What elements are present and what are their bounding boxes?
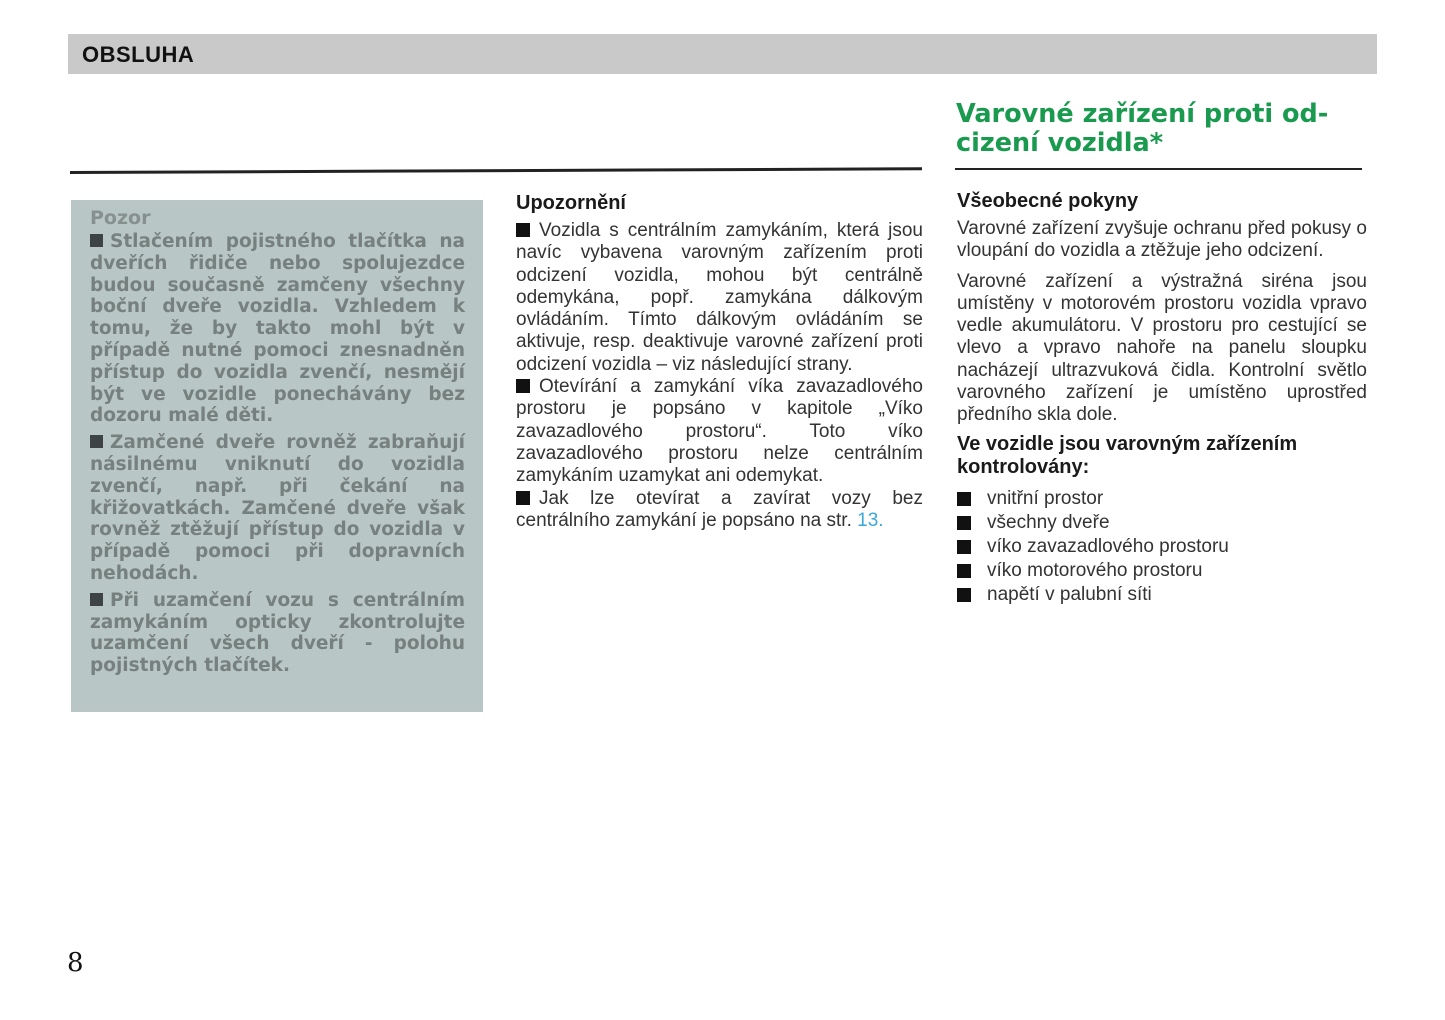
notice-text-2: Otevírání a zamykání víka zavazadlového prostoru je popsáno v kapitole „Víko zavazadlového prostoru“. Toto víko zavazadlového prostoru nelze centrálním zamykáním uzamykat ani odemykat. xyxy=(516,376,923,487)
monitored-list xyxy=(957,487,1367,607)
bullet-square-icon xyxy=(957,516,971,530)
monitored-heading: Ve vozidle jsou varovným zařízením kontrolovány: xyxy=(957,432,1298,478)
notice-paragraph-2 xyxy=(516,376,923,487)
bullet-square-icon xyxy=(957,588,971,602)
page-title-line-1: Varovné zařízení proti od- xyxy=(956,99,1329,129)
notice-paragraph-1 xyxy=(516,220,923,376)
section-header-bar xyxy=(68,34,1377,74)
general-paragraph-1: Varovné zařízení zvyšuje ochranu před pokusy o vloupání do vozidla a ztěžuje jeho odcizení. xyxy=(957,218,1367,262)
notice-text-1: Vozidla s centrálním zamykáním, která jsou navíc vybavena varovným zařízením proti odcizení vozidla, mohou být centrálně odemykána, popř. zamykána dálkovým ovládáním. Tímto dálkovým ovládáním se aktivuje, resp. deaktivuje varovné zařízení proti odcizení vozidla – viz následující strany. xyxy=(516,220,923,375)
bullet-square-icon xyxy=(516,379,530,393)
list-item xyxy=(957,583,1367,607)
warning-heading: Pozor xyxy=(90,207,151,229)
list-item-text: napětí v palubní síti xyxy=(987,583,1152,605)
warning-box xyxy=(71,200,483,712)
warning-paragraph-3 xyxy=(90,590,465,677)
section-title: OBSLUHA xyxy=(82,42,195,67)
bullet-square-icon xyxy=(90,234,103,247)
bullet-square-icon xyxy=(90,435,103,448)
warning-text-2: Zamčené dveře rovněž zabraňují násilnému vniknutí do vozidla zvenčí, např. při čekání na křižovatkách. Zamčené dveře však rovněž ztěžují přístup do vozidla v případě pomoci při dopravních nehodách. xyxy=(90,432,465,584)
page-title xyxy=(956,100,1376,158)
notice-heading: Upozornění xyxy=(516,192,626,214)
list-item xyxy=(957,559,1367,583)
list-item xyxy=(957,511,1367,535)
list-item-text: víko motorového prostoru xyxy=(987,559,1203,581)
warning-text-1: Stlačením pojistného tlačítka na dveřích řidiče nebo spolujezdce budou současně zamčeny všechny boční dveře vozidla. Vzhledem k tomu, že by takto mohl být v případě nutné pomoci znesnadněn přístup do vozidla zvenčí, nesmějí být ve vozidle ponechávány bez dozoru malé děti. xyxy=(90,231,465,427)
list-item xyxy=(957,487,1367,511)
divider-left xyxy=(70,167,922,174)
general-heading: Všeobecné pokyny xyxy=(957,190,1139,212)
notice-column xyxy=(516,190,923,532)
bullet-square-icon xyxy=(957,492,971,506)
warning-paragraph-1 xyxy=(90,231,465,427)
divider-right xyxy=(955,168,1362,170)
list-item-text: vnitřní prostor xyxy=(987,487,1104,509)
bullet-square-icon xyxy=(957,540,971,554)
page-title-line-2: cizení vozidla* xyxy=(956,128,1164,158)
bullet-square-icon xyxy=(957,564,971,578)
list-item-text: víko zavazadlového prostoru xyxy=(987,535,1229,557)
bullet-square-icon xyxy=(516,223,530,237)
page-number: 8 xyxy=(67,948,84,978)
list-item-text: všechny dveře xyxy=(987,511,1110,533)
warning-text-3: Při uzamčení vozu s centrálním zamykáním opticky zkontrolujte uzamčení všech dveří - polohu pojistných tlačítek. xyxy=(90,589,465,677)
page-reference-link[interactable]: 13. xyxy=(857,509,884,531)
warning-paragraph-2 xyxy=(90,432,465,585)
general-paragraph-2: Varovné zařízení a výstražná siréna jsou umístěny v motorovém prostoru vozidla vpravo vedle akumulátoru. V prostoru pro cestující se vlevo a vpravo nahoře na panelu sloupku nacházejí ultrazvuková čidla. Kontrolní světlo varovného zařízení je umístěno uprostřed předního skla dole. xyxy=(957,270,1367,426)
bullet-square-icon xyxy=(90,593,103,606)
general-column xyxy=(957,188,1367,607)
list-item xyxy=(957,535,1367,559)
notice-paragraph-3 xyxy=(516,488,923,533)
bullet-square-icon xyxy=(516,491,530,505)
notice-text-3: Jak lze otevírat a zavírat vozy bez centrálního zamykání je popsáno na str. xyxy=(516,487,923,531)
